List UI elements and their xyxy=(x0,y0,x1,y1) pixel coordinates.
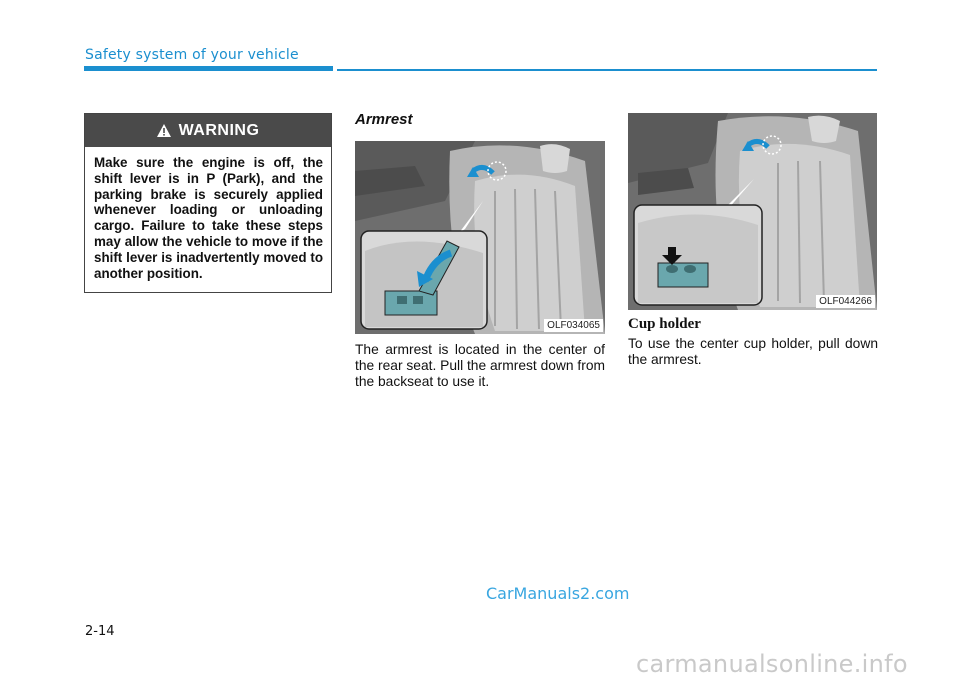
rear-seat-armrest-illustration xyxy=(355,141,605,334)
watermark-top: CarManuals2.com xyxy=(486,584,630,603)
header-rule-thin xyxy=(337,69,877,71)
cup-holder-illustration xyxy=(628,113,877,310)
warning-header xyxy=(85,114,331,147)
armrest-figure xyxy=(355,141,605,334)
armrest-description: The armrest is located in the center of the rear seat. Pull the armrest down from the backseat to use it. xyxy=(355,342,605,389)
header-rule-thick xyxy=(84,66,333,71)
cup-holder-figure-code: OLF044266 xyxy=(816,295,875,308)
cup-holder-title: Cup holder xyxy=(628,316,701,332)
cup-holder-figure xyxy=(628,113,877,310)
watermark-bottom: carmanualsonline.info xyxy=(636,650,908,678)
warning-triangle-icon xyxy=(157,124,171,137)
section-header-title: Safety system of your vehicle xyxy=(85,47,299,63)
cup-holder-description: To use the center cup holder, pull down the armrest. xyxy=(628,336,878,367)
armrest-title: Armrest xyxy=(355,111,413,128)
warning-text: Make sure the engine is off, the shift lever is in P (Park), and the parking brake is securely applied whenever loading or unloading cargo. Failure to take these steps may allow the vehicle to move if the shift lever is inadvertently moved to another position. xyxy=(94,155,323,281)
armrest-figure-code: OLF034065 xyxy=(544,319,603,332)
page-number: 2-14 xyxy=(85,624,115,639)
warning-heading: WARNING xyxy=(178,121,260,139)
warning-box xyxy=(84,113,332,293)
